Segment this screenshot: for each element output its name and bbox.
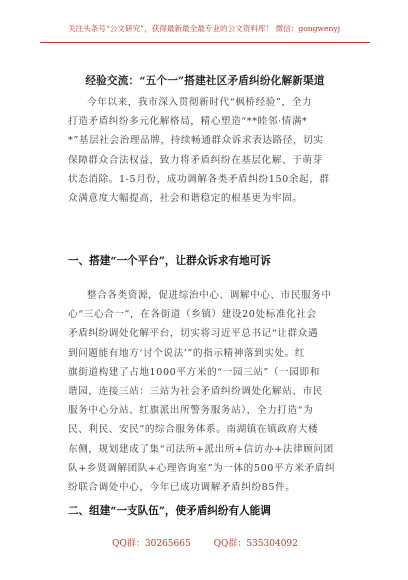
paragraph-line: 矛盾纠纷调处化解平台，切实将习近平总书记“让群众遇 [68,328,319,340]
paragraph-line: 服务中心分站、红旗派出所警务服务站），全力打造“为 [68,405,314,417]
paragraph-line: 谐园，连接三站：三站为社会矛盾纠纷调处化解站、市民 [68,386,323,398]
paragraph-line: 今年以来，我市深入贯彻新时代“枫桥经验”，全力 [87,97,313,108]
header-divider [40,42,370,43]
qq-group-2: QQ群：535304092 [213,539,298,549]
paragraph-line: 众满意度大幅提高，社会和谐稳定的根基更为牢固。 [68,193,303,205]
intro-paragraph [68,93,368,208]
paragraph-line: 东侧，规划建成了集“司法所+派出所+信访办+法律顾问团 [68,443,334,455]
paragraph-line: 民、利民、安民”的综合服务体系。南湖镇在镇政府大楼 [68,424,319,436]
paragraph-line: 状态消除。1-5月份，成功调解各类矛盾纠纷150余起，群 [68,173,330,185]
paragraph-line: 整合各类资源，促进综治中心、调解中心、市民服务中 [87,290,332,301]
paragraph-line: 到问题能有地方‘讨个说法’”的指示精神落到实处。红 [68,347,306,359]
footer-qq-groups [40,536,370,549]
paragraph-line: 打造矛盾纠纷多元化解格局，精心塑造“**睦邻·情满* [68,116,308,128]
paragraph-line: *”基层社会治理品牌，持续畅通群众诉求表达路径，切实 [68,135,324,147]
paragraph-line: 心“三心合一”，在各街道（乡镇）建设20处标准化社会 [68,309,317,321]
section-heading: 一、搭建“一个平台”，让群众诉求有地可诉 [68,255,271,267]
document-title: 经验交流：“五个一”搭建社区矛盾纠纷化解新渠道 [85,75,325,87]
qq-group-1: QQ群：30265665 [112,539,191,549]
section-heading: 二、组建“一支队伍”，使矛盾纠纷有人能调 [68,505,271,517]
section-paragraph [68,286,368,497]
header-notice: 关注头条号“公文研究”，获得最新最全最专业的公文资料库！ 微信：gongwenyj [67,24,341,33]
paragraph-line: 旗街道构建了占地1000平方米的“一园三站”（一园即和 [68,366,320,378]
paragraph-line: 队+乡贤调解团队+心理咨询室”为一体的500平方米矛盾纠 [68,462,336,474]
paragraph-line: 纷联合调处中心，今年已成功调解矛盾纠纷85件。 [68,482,296,494]
paragraph-line: 保障群众合法权益，致力将矛盾纠纷在基层化解、于萌芽 [68,154,323,166]
